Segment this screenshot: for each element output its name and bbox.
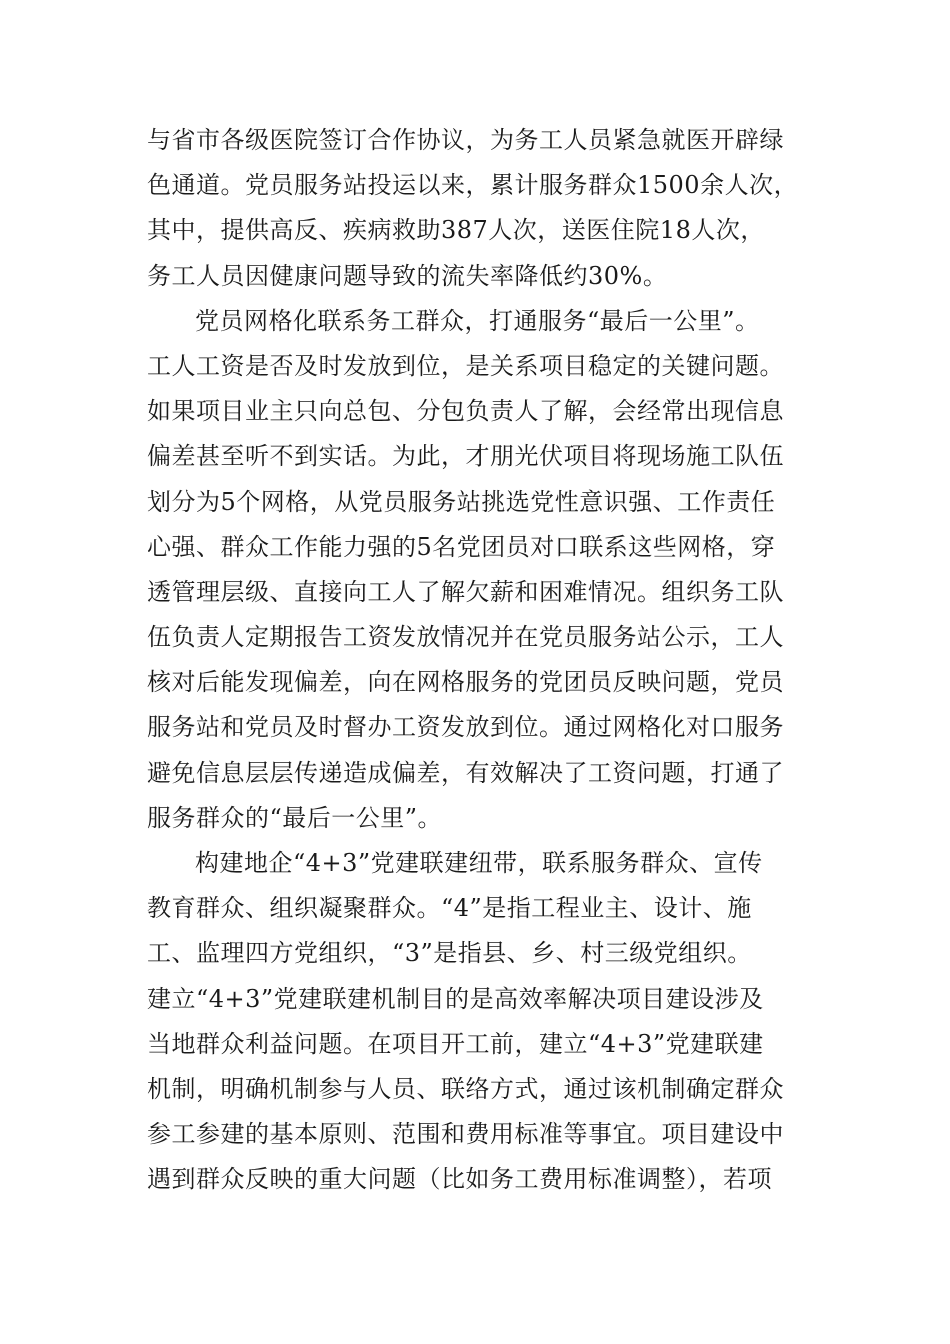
paragraph-heading-line: 构建地企“4+3”党建联建纽带，联系服务群众、宣传	[195, 849, 763, 877]
text-line: 色通道。党员服务站投运以来，累计服务群众1500余人次，	[147, 171, 799, 200]
text-line: 如果项目业主只向总包、分包负责人了解，会经常出现信息	[147, 397, 784, 426]
text-line: 核对后能发现偏差，向在网格服务的党团员反映问题，党员	[147, 668, 784, 697]
text-line: 与省市各级医院签订合作协议，为务工人员紧急就医开辟绿	[147, 126, 784, 154]
text-line: 心强、群众工作能力强的5名党团员对口联系这些网格，穿	[147, 532, 776, 561]
text-line: 当地群众利益问题。在项目开工前，建立“4+3”党建联建	[147, 1029, 764, 1058]
text-line: 机制，明确机制参与人员、联络方式，通过该机制确定群众	[147, 1074, 784, 1103]
text-line: 避免信息层层传递造成偏差，有效解决了工资问题，打通了	[147, 758, 784, 787]
text-line: 服务站和党员及时督办工资发放到位。通过网格化对口服务	[147, 713, 784, 742]
text-line: 伍负责人定期报告工资发放情况并在党员服务站公示，工人	[147, 623, 784, 652]
text-line: 其中，提供高反、疾病救助387人次，送医住院18人次，	[147, 216, 765, 245]
text-line: 建立“4+3”党建联建机制目的是高效率解决项目建设涉及	[147, 984, 764, 1013]
text-line: 服务群众的“最后一公里”。	[147, 803, 443, 832]
text-line: 参工参建的基本原则、范围和费用标准等事宜。项目建设中	[147, 1120, 784, 1149]
text-line: 偏差甚至听不到实话。为此，才朋光伏项目将现场施工队伍	[147, 442, 784, 471]
text-line: 工、监理四方党组织，“3”是指县、乡、村三级党组织。	[147, 939, 752, 968]
text-line: 工人工资是否及时发放到位，是关系项目稳定的关键问题。	[147, 351, 784, 380]
text-line: 教育群众、组织凝聚群众。“4”是指工程业主、设计、施	[147, 894, 752, 923]
text-line: 划分为5个网格，从党员服务站挑选党性意识强、工作责任	[147, 487, 776, 516]
paragraph-heading-line: 党员网格化联系务工群众，打通服务“最后一公里”。	[195, 306, 760, 335]
text-line: 透管理层级、直接向工人了解欠薪和困难情况。组织务工队	[147, 577, 784, 606]
body-text	[147, 118, 837, 1203]
text-line: 务工人员因健康问题导致的流失率降低约30%。	[147, 261, 668, 290]
text-line: 遇到群众反映的重大问题（比如务工费用标准调整），若项	[147, 1165, 772, 1194]
